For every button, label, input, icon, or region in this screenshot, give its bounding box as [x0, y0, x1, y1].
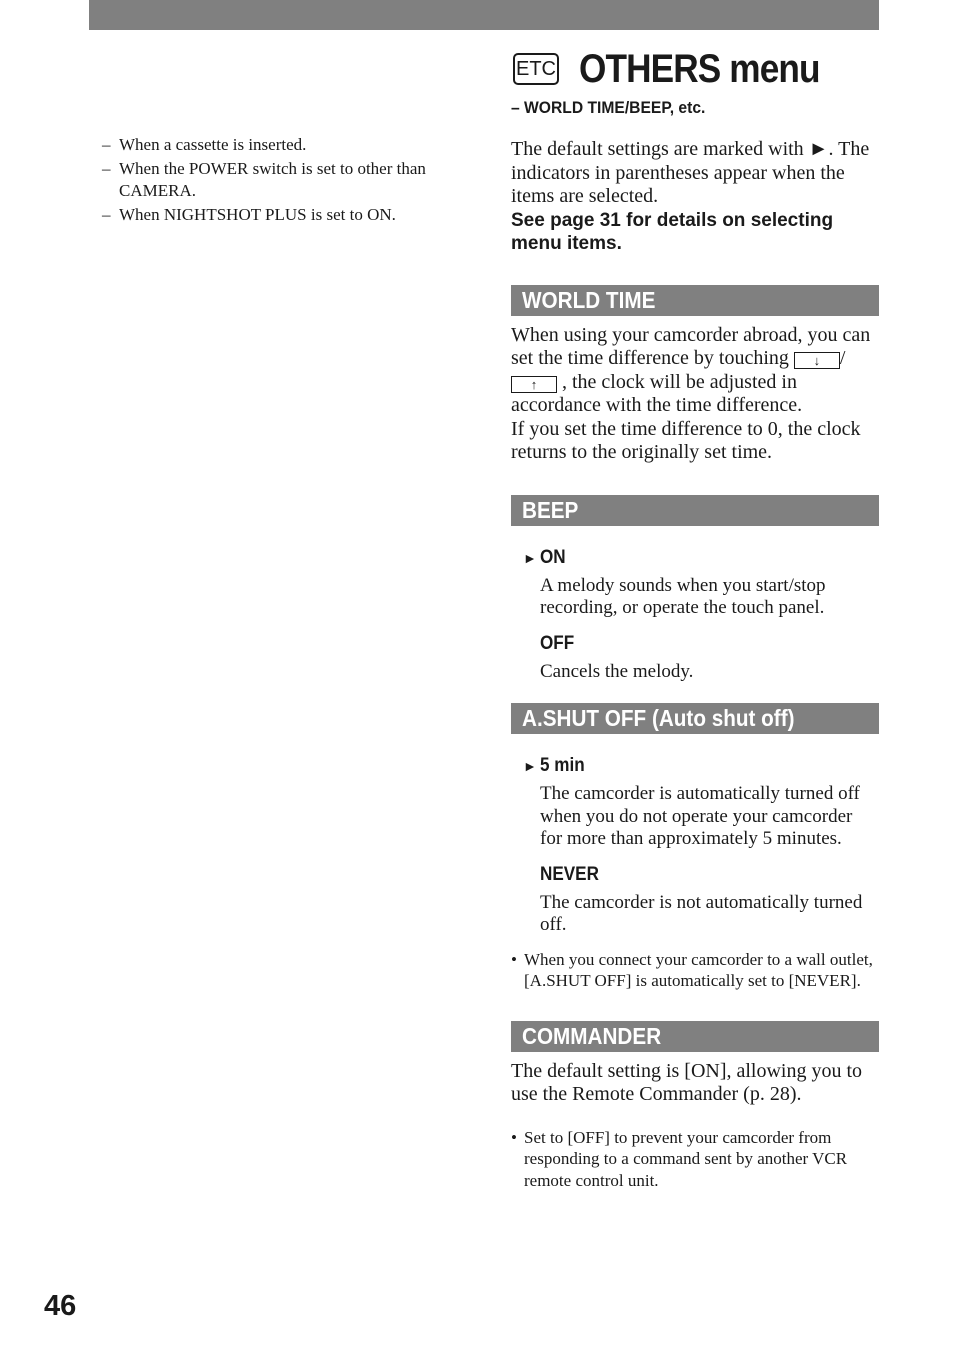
option-label: NEVER	[540, 863, 599, 885]
world-time-text-2: If you set the time difference to 0, the clock returns to the originally set time.	[511, 417, 861, 463]
section-heading-commander: COMMANDER	[511, 1021, 879, 1052]
option-beep-off	[523, 632, 879, 684]
page-number: 46	[44, 1290, 77, 1322]
title-row	[511, 44, 879, 94]
option-description: The camcorder is automatically turned off when you do not operate your camcorder for more than approximately 5 minutes.	[540, 783, 860, 849]
header-bar	[89, 0, 879, 30]
up-arrow-button-icon: ↑	[511, 376, 557, 393]
commander-text: The default setting is [ON], allowing you to use the Remote Commander (p. 28).	[511, 1059, 863, 1105]
option-shut-off-never	[523, 863, 879, 937]
intro-bold-note: See page 31 for details on selecting menu items.	[511, 209, 834, 254]
continued-notes-list	[102, 134, 462, 226]
option-label: OFF	[540, 632, 575, 654]
option-description: The camcorder is not automatically turned off.	[540, 891, 863, 935]
page-subtitle: – WORLD TIME/BEEP, etc.	[511, 98, 706, 117]
section-heading-beep: BEEP	[511, 495, 879, 526]
world-time-text: When using your camcorder abroad, you can set the time difference by touching ↓ /↑ , the clock will be adjusted in accordance with the time difference.	[511, 323, 871, 416]
list-item: – When the POWER switch is set to other than CAMERA.	[102, 159, 426, 200]
page-title: OTHERS menu	[579, 46, 820, 91]
option-shut-off-5min	[523, 754, 879, 851]
down-arrow-button-icon: ↓	[794, 352, 840, 369]
list-item: – When a cassette is inserted.	[102, 135, 307, 154]
option-label: ON	[540, 546, 566, 568]
bullet-icon: •	[511, 1127, 517, 1147]
section-heading-shut-off: A.SHUT OFF (Auto shut off)	[511, 703, 879, 734]
commander-note: • Set to [OFF] to prevent your camcorder from responding to a command sent by another VCR remote control unit.	[511, 1127, 848, 1190]
option-beep-on	[523, 546, 879, 620]
shut-off-note: • When you connect your camcorder to a wall outlet, [A.SHUT OFF] is automatically set to [NEVER].	[511, 949, 873, 990]
section-heading-world-time: WORLD TIME	[511, 285, 879, 316]
default-marker-icon: ►	[523, 758, 537, 774]
option-description: Cancels the melody.	[540, 660, 694, 682]
default-marker-icon: ►	[523, 549, 537, 566]
intro-text: The default settings are marked with ►. The indicators in parentheses appear when the items are selected.	[511, 138, 870, 207]
right-column	[511, 44, 879, 1191]
option-description: A melody sounds when you start/stop recording, or operate the touch panel.	[540, 574, 826, 618]
etc-menu-icon: ETC	[513, 53, 559, 85]
list-item: – When NIGHTSHOT PLUS is set to ON.	[102, 205, 396, 224]
option-label: 5 min	[540, 755, 585, 776]
left-column-notes	[102, 134, 462, 228]
bullet-icon: •	[511, 949, 517, 969]
